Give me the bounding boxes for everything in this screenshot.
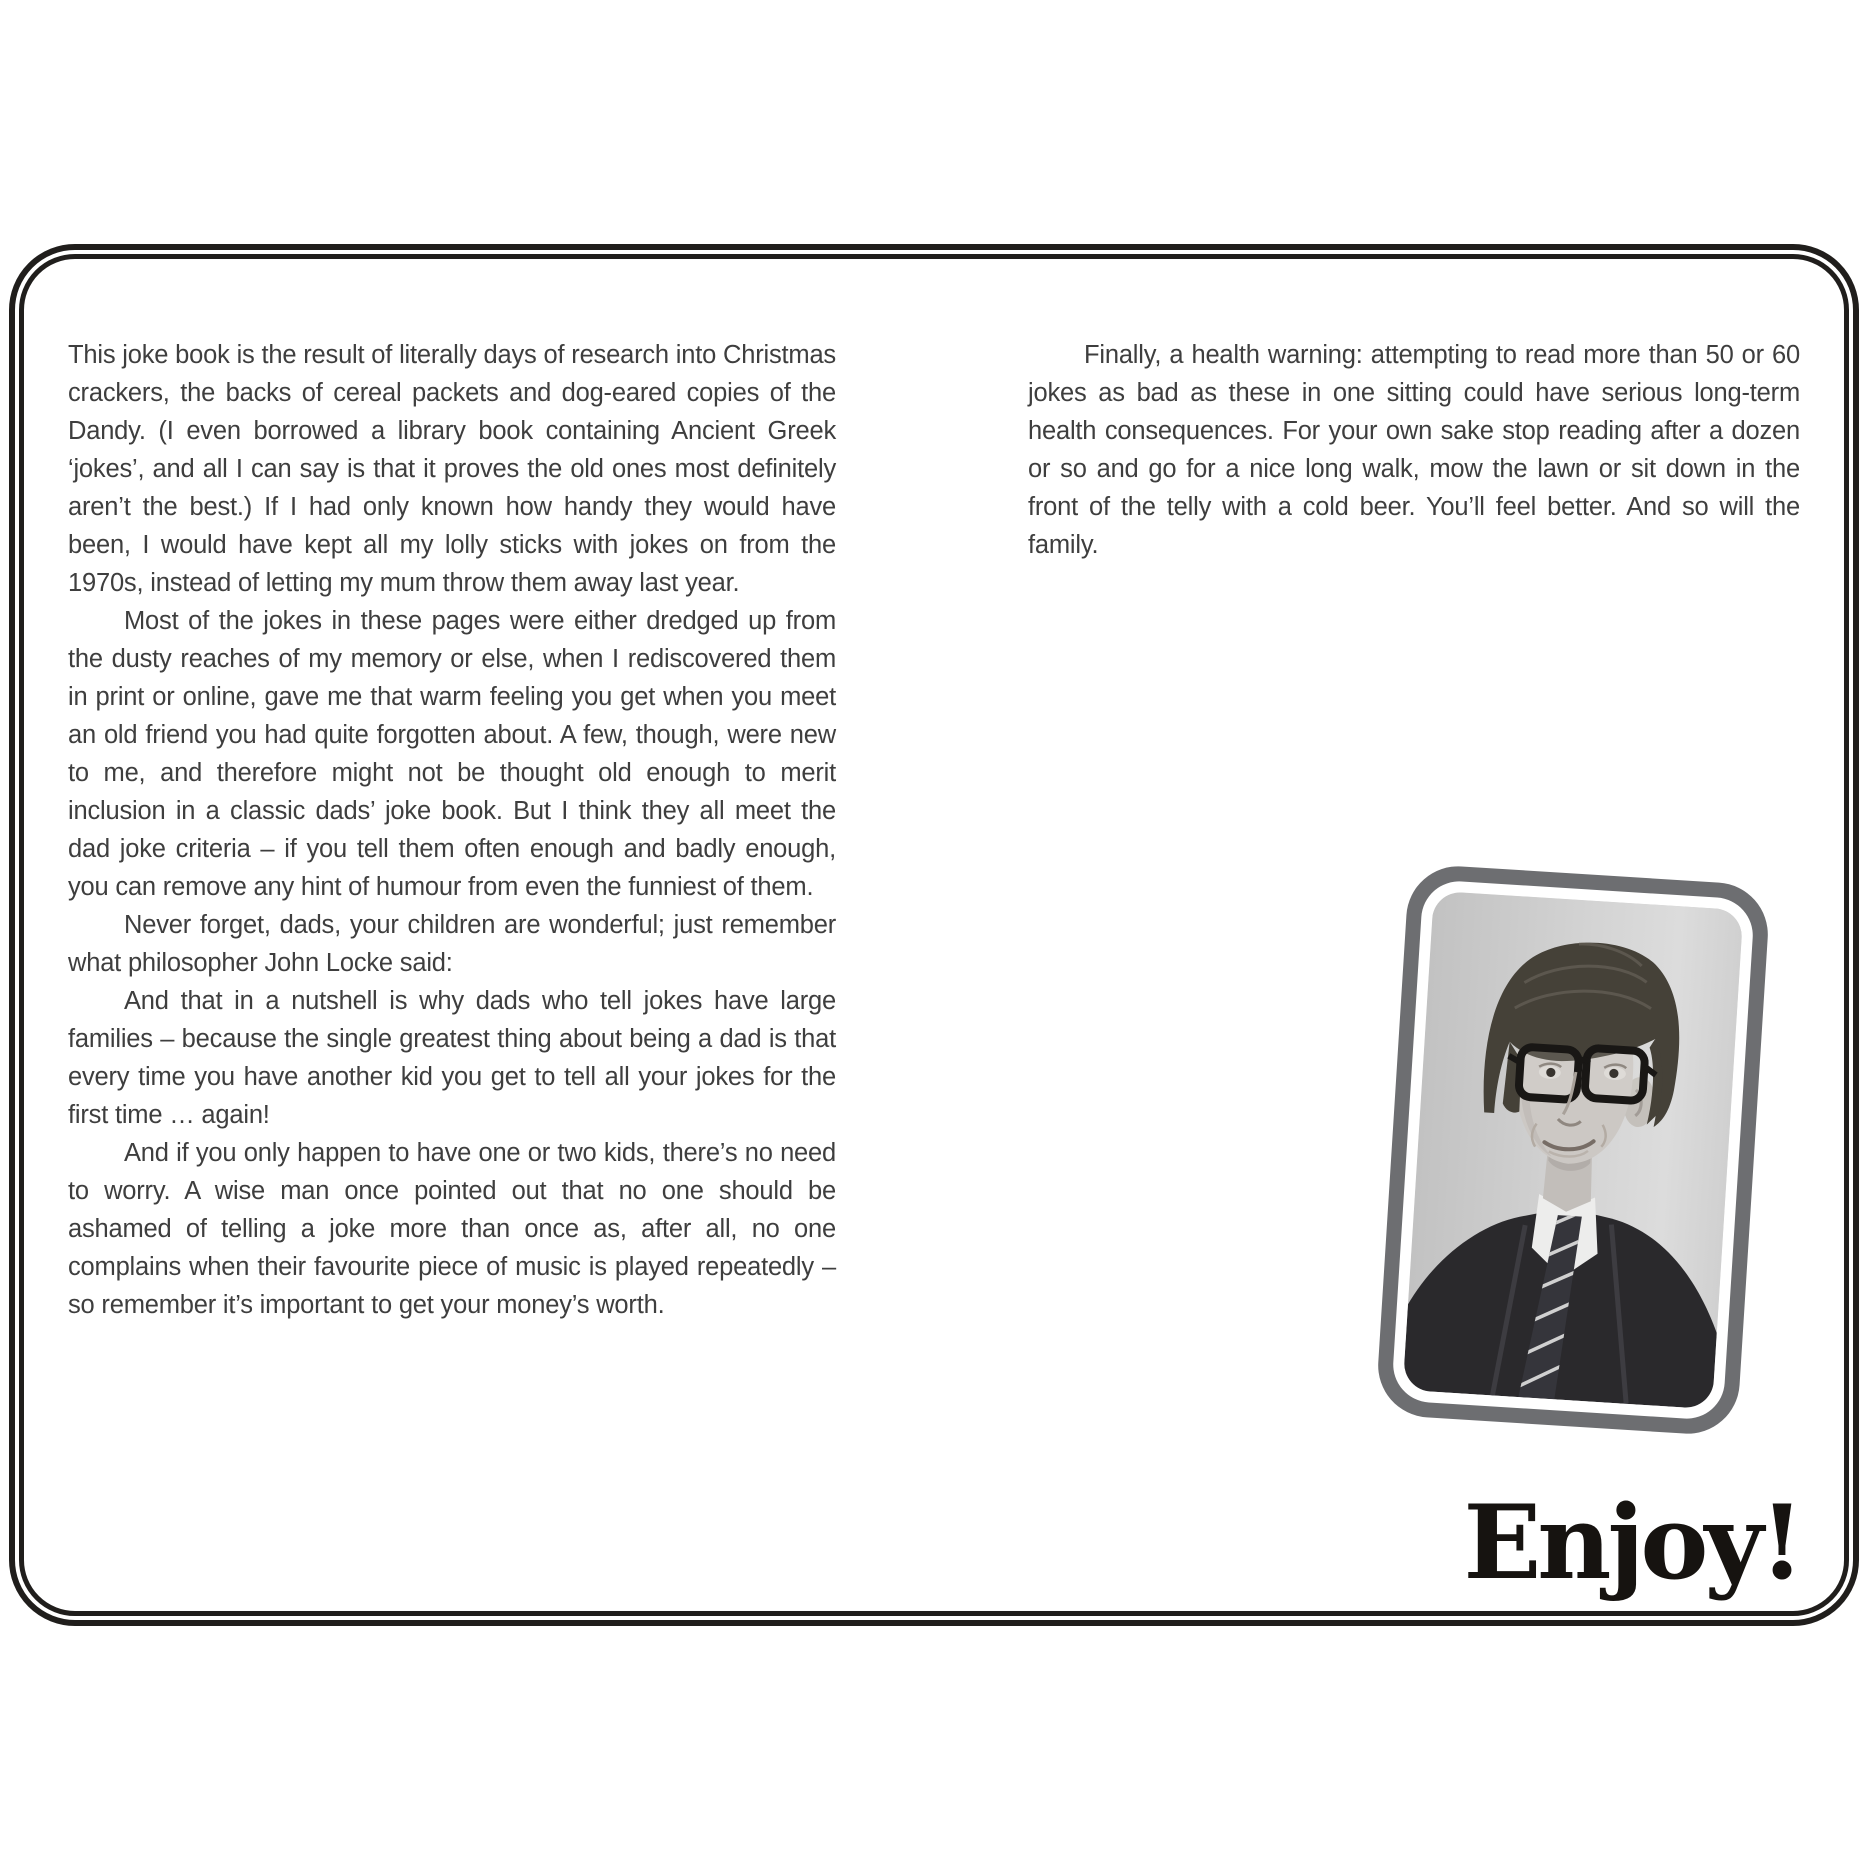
paragraph-intro: This joke book is the result of literally days of research into Christmas crackers, the backs of cereal packets and dog-eared copies of the Dandy. (I even borrowed a library book containing Ancient Greek ‘jokes’, and all I can say is that it proves the old ones most definitely aren’t the best.) If I had only known how handy they would have been, I would have kept all my lolly sticks with jokes on from the 1970s, instead of letting my mum throw them away last year. bbox=[68, 341, 836, 597]
paragraph-never-forget: Never forget, dads, your children are wonderful; just remember what philosopher John Locke said: bbox=[68, 911, 836, 977]
photo-mat bbox=[1391, 879, 1755, 1421]
portrait-illustration bbox=[1403, 891, 1744, 1409]
enjoy-text: Enjoy! bbox=[1463, 1483, 1801, 1603]
photo-frame bbox=[1375, 863, 1771, 1437]
left-page-text bbox=[68, 336, 836, 1324]
paragraph-health-warning: Finally, a health warning: attempting to read more than 50 or 60 jokes as bad as these in one sitting could have serious long-term health consequences. For your own sake stop reading after a dozen or so and go for a nice long walk, mow the lawn or sit down in the front of the telly with a cold beer. You’ll feel better. And so will the family. bbox=[1028, 341, 1800, 559]
paragraph-nutshell: And that in a nutshell is why dads who tell jokes have large families – because the single greatest thing about being a dad is that every time you have another kid you get to tell all your jokes for the first time … again! bbox=[68, 987, 836, 1129]
paragraph-one-or-two-kids: And if you only happen to have one or two kids, there’s no need to worry. A wise man once pointed out that no one should be ashamed of telling a joke more than once as, after all, no one complains when their favourite piece of music is played repeatedly – so remember it’s important to get your money’s worth. bbox=[68, 1139, 836, 1319]
portrait-photo bbox=[1403, 891, 1744, 1409]
paragraph-most-jokes: Most of the jokes in these pages were either dredged up from the dusty reaches of my memory or else, when I rediscovered them in print or online, gave me that warm feeling you get when you meet an old friend you had quite forgotten about. A few, though, were new to me, and therefore might not be thought old enough to merit inclusion in a classic dads’ joke book. But I think they all meet the dad joke criteria – if you tell them often enough and badly enough, you can remove any hint of humour from even the funniest of them. bbox=[68, 607, 836, 901]
right-page-text bbox=[1028, 336, 1800, 564]
